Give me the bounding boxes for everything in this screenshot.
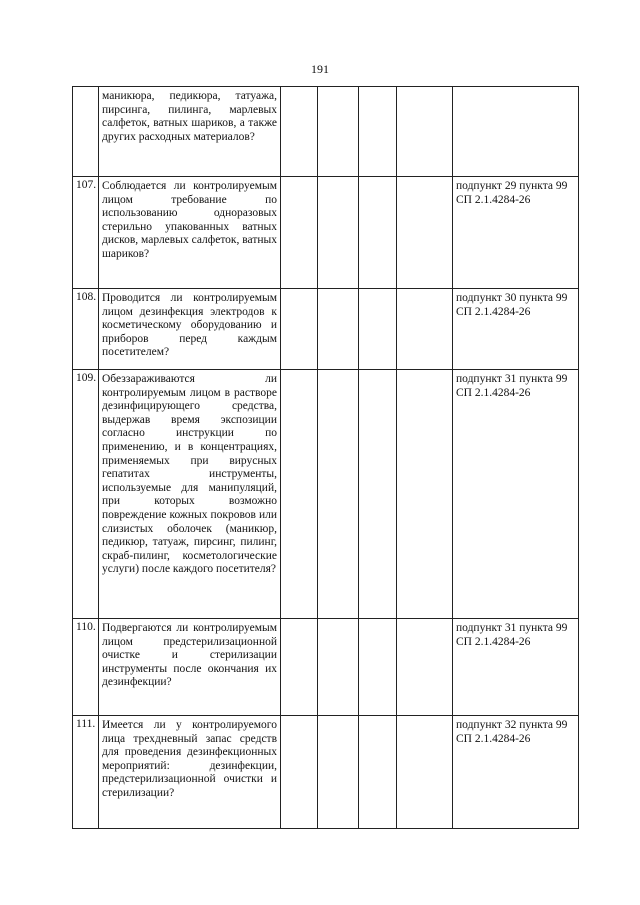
answer-na-cell[interactable] (359, 370, 397, 619)
row-number: 107. (73, 177, 99, 289)
answer-yes-cell[interactable] (281, 716, 318, 829)
note-cell[interactable] (397, 619, 453, 716)
reference-cell: подпункт 31 пункта 99 СП 2.1.4284-26 (453, 619, 579, 716)
answer-no-cell[interactable] (318, 716, 359, 829)
question-text: Обеззараживаются ли контролируемым лицом в растворе дезинфицирующего средства, выдержав время экспозиции согласно инструкции по применению, и в концентрациях, применяемых при вирусных гепатитах инструменты, используемые для манипуляций, при которых возможно повреждение кожных покровов или слизистых оболочек (маникюр, педикюр, татуаж, пирсинг, пилинг, скраб-пилинг, косметологические услуги) после каждого посетителя? (102, 373, 277, 576)
note-cell[interactable] (397, 716, 453, 829)
answer-na-cell[interactable] (359, 177, 397, 289)
row-number: 108. (73, 289, 99, 370)
reference-cell: подпункт 32 пункта 99 СП 2.1.4284-26 (453, 716, 579, 829)
question-cell (99, 177, 281, 289)
question-cell (99, 716, 281, 829)
question-cell (99, 619, 281, 716)
reference-cell: подпункт 30 пункта 99 СП 2.1.4284-26 (453, 289, 579, 370)
answer-na-cell[interactable] (359, 619, 397, 716)
question-text: маникюра, педикюра, татуажа, пирсинга, пилинга, марлевых салфеток, ватных шариков, а также других расходных материалов? (102, 90, 277, 143)
question-text: Проводится ли контролируемым лицом дезинфекция электродов к косметическому оборудованию и приборов перед каждым посетителем? (102, 292, 277, 359)
note-cell[interactable] (397, 177, 453, 289)
question-text: Имеется ли у контролируемого лица трехдневный запас средств для проведения дезинфекционных мероприятий: дезинфекции, предстерилизационной очистки и стерилизации? (102, 719, 277, 799)
answer-no-cell[interactable] (318, 87, 359, 177)
page-number: 191 (311, 62, 329, 76)
answer-no-cell[interactable] (318, 289, 359, 370)
table-row (73, 370, 579, 619)
note-cell[interactable] (397, 289, 453, 370)
reference-cell: подпункт 29 пункта 99 СП 2.1.4284-26 (453, 177, 579, 289)
answer-na-cell[interactable] (359, 87, 397, 177)
question-cell (99, 289, 281, 370)
answer-na-cell[interactable] (359, 289, 397, 370)
question-text: Соблюдается ли контролируемым лицом требование по использованию одноразовых стерильно упакованных ватных дисков, марлевых салфеток, ватных шариков? (102, 180, 278, 260)
table-row (73, 619, 579, 716)
answer-yes-cell[interactable] (281, 289, 318, 370)
question-cell (99, 370, 281, 619)
note-cell[interactable] (397, 87, 453, 177)
answer-yes-cell[interactable] (281, 370, 318, 619)
row-number: 111. (73, 716, 99, 829)
reference-cell (453, 87, 579, 177)
table-row (73, 177, 579, 289)
reference-cell: подпункт 31 пункта 99 СП 2.1.4284-26 (453, 370, 579, 619)
row-number: 109. (73, 370, 99, 619)
answer-na-cell[interactable] (359, 716, 397, 829)
table-row (73, 289, 579, 370)
question-cell (99, 87, 281, 177)
answer-yes-cell[interactable] (281, 619, 318, 716)
answer-no-cell[interactable] (318, 177, 359, 289)
row-number: 110. (73, 619, 99, 716)
checklist-table (72, 86, 579, 829)
question-text: Подвергаются ли контролируемым лицом предстерилизационной очистке и стерилизации инструменты после окончания их дезинфекции? (102, 622, 277, 689)
answer-no-cell[interactable] (318, 619, 359, 716)
note-cell[interactable] (397, 370, 453, 619)
row-number (73, 87, 99, 177)
answer-no-cell[interactable] (318, 370, 359, 619)
table-row (73, 87, 579, 177)
answer-yes-cell[interactable] (281, 177, 318, 289)
table-row (73, 716, 579, 829)
answer-yes-cell[interactable] (281, 87, 318, 177)
